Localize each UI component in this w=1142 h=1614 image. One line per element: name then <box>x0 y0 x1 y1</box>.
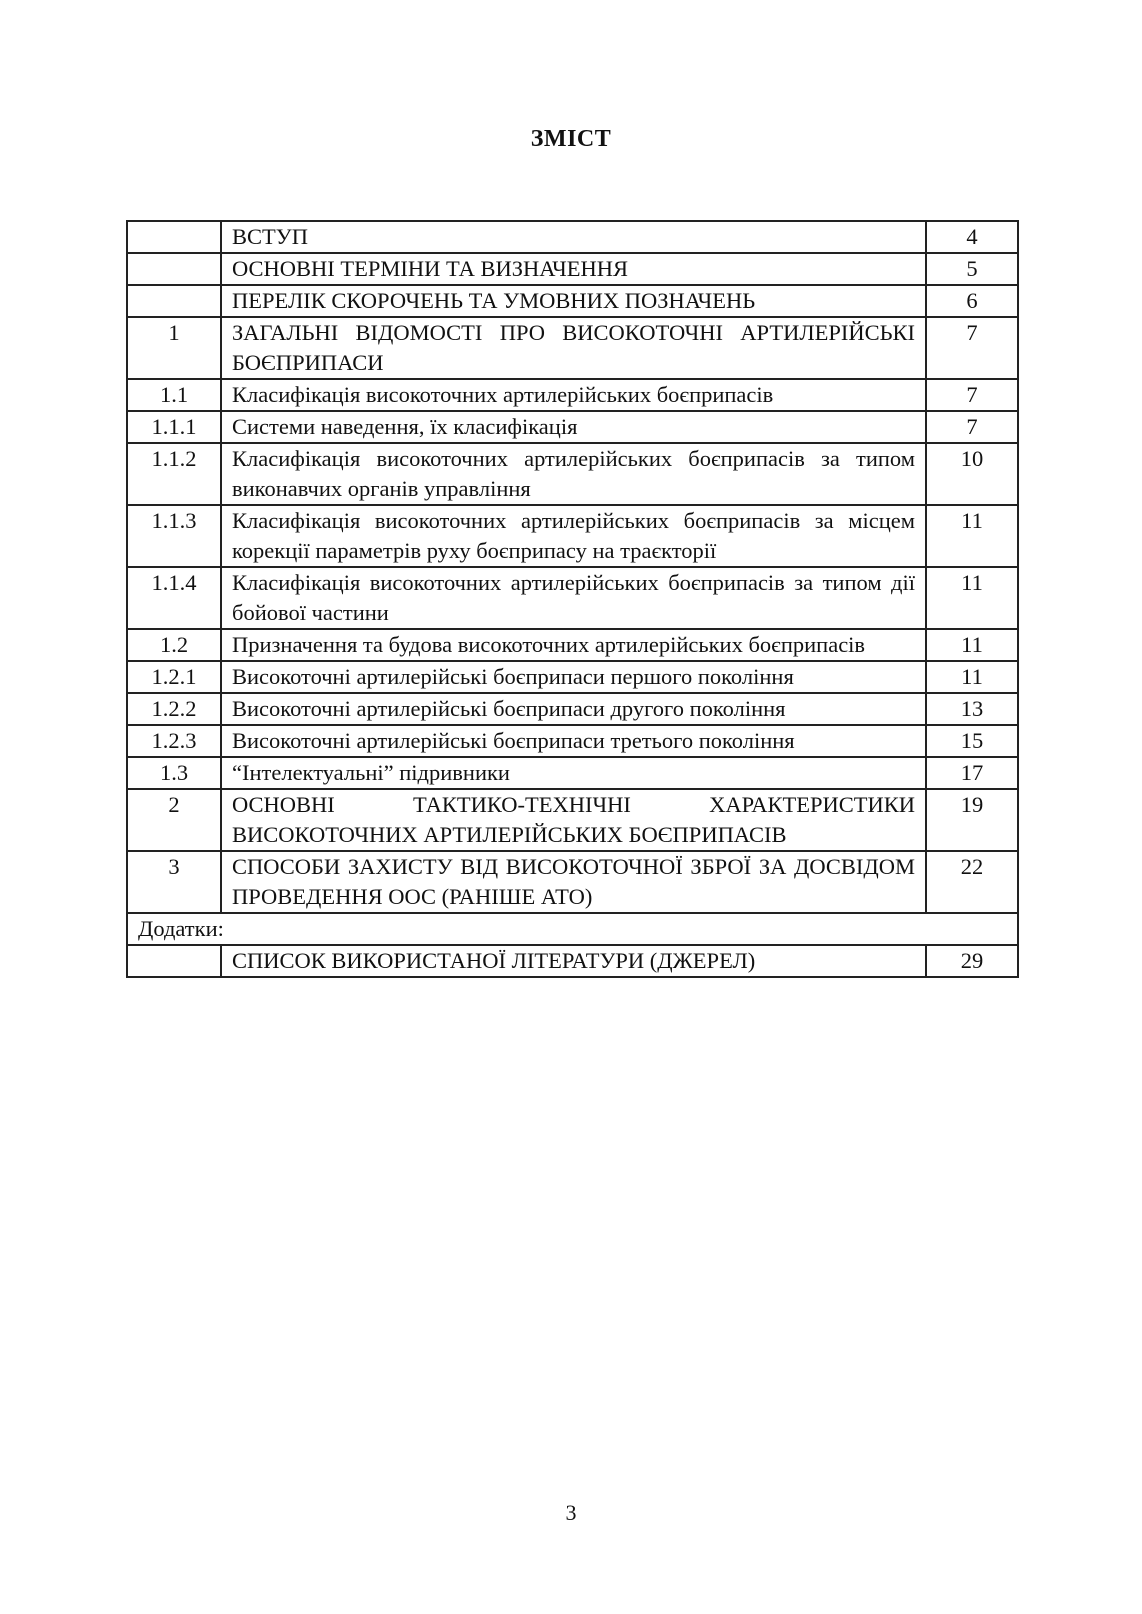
toc-section-number: 1.1.2 <box>127 443 221 505</box>
toc-row[interactable] <box>127 693 1018 725</box>
toc-section-number: 1.2.3 <box>127 725 221 757</box>
toc-section-number: 1.2.2 <box>127 693 221 725</box>
toc-section-number: 1.1.3 <box>127 505 221 567</box>
toc-section-title: Високоточні артилерійські боєприпаси першого покоління <box>221 661 926 693</box>
toc-page-number: 19 <box>926 789 1018 851</box>
toc-section-title: ЗАГАЛЬНІ ВІДОМОСТІ ПРО ВИСОКОТОЧНІ АРТИЛЕРІЙСЬКІ БОЄПРИПАСИ <box>221 317 926 379</box>
toc-row[interactable] <box>127 789 1018 851</box>
toc-page-number: 11 <box>926 629 1018 661</box>
toc-section-title: Класифікація високоточних артилерійських боєприпасів <box>221 379 926 411</box>
toc-section-number <box>127 253 221 285</box>
toc-page-number: 7 <box>926 411 1018 443</box>
toc-section-number: 1.2.1 <box>127 661 221 693</box>
toc-row[interactable] <box>127 285 1018 317</box>
toc-page-number: 10 <box>926 443 1018 505</box>
toc-section-title: ПЕРЕЛІК СКОРОЧЕНЬ ТА УМОВНИХ ПОЗНАЧЕНЬ <box>221 285 926 317</box>
toc-section-number <box>127 221 221 253</box>
toc-row[interactable] <box>127 317 1018 379</box>
toc-section-title: Високоточні артилерійські боєприпаси третього покоління <box>221 725 926 757</box>
toc-section-title: ВСТУП <box>221 221 926 253</box>
appendix-header-row <box>127 913 1018 945</box>
toc-page-number: 4 <box>926 221 1018 253</box>
toc-row[interactable] <box>127 379 1018 411</box>
toc-section-title: Класифікація високоточних артилерійських боєприпасів за типом виконавчих органів управління <box>221 443 926 505</box>
toc-row[interactable] <box>127 629 1018 661</box>
toc-row[interactable] <box>127 725 1018 757</box>
toc-row[interactable] <box>127 443 1018 505</box>
toc-section-title: СПОСОБИ ЗАХИСТУ ВІД ВИСОКОТОЧНОЇ ЗБРОЇ ЗА ДОСВІДОМ ПРОВЕДЕННЯ ООС (РАНІШЕ АТО) <box>221 851 926 913</box>
appendix-label: Додатки: <box>127 913 1018 945</box>
toc-row[interactable] <box>127 851 1018 913</box>
toc-page-number: 15 <box>926 725 1018 757</box>
toc-page-number: 17 <box>926 757 1018 789</box>
toc-section-title: ОСНОВНІ ТАКТИКО-ТЕХНІЧНІ ХАРАКТЕРИСТИКИ ВИСОКОТОЧНИХ АРТИЛЕРІЙСЬКИХ БОЄПРИПАСІВ <box>221 789 926 851</box>
toc-page-number: 5 <box>926 253 1018 285</box>
toc-section-title: Високоточні артилерійські боєприпаси другого покоління <box>221 693 926 725</box>
toc-page-number: 22 <box>926 851 1018 913</box>
toc-section-title: ОСНОВНІ ТЕРМІНИ ТА ВИЗНАЧЕННЯ <box>221 253 926 285</box>
toc-row[interactable] <box>127 411 1018 443</box>
toc-section-title: Класифікація високоточних артилерійських боєприпасів за типом дії бойової частини <box>221 567 926 629</box>
toc-section-number: 1.2 <box>127 629 221 661</box>
toc-page-number: 7 <box>926 317 1018 379</box>
toc-section-number: 2 <box>127 789 221 851</box>
toc-section-title: “Інтелектуальні” підривники <box>221 757 926 789</box>
toc-page-number: 7 <box>926 379 1018 411</box>
toc-section-title: Класифікація високоточних артилерійських боєприпасів за місцем корекції параметрів руху боєприпасу на траєкторії <box>221 505 926 567</box>
toc-section-number: 3 <box>127 851 221 913</box>
toc-row[interactable] <box>127 253 1018 285</box>
toc-section-number: 1.1.1 <box>127 411 221 443</box>
toc-row[interactable] <box>127 221 1018 253</box>
toc-section-title: СПИСОК ВИКОРИСТАНОЇ ЛІТЕРАТУРИ (ДЖЕРЕЛ) <box>221 945 926 977</box>
toc-section-title: Призначення та будова високоточних артилерійських боєприпасів <box>221 629 926 661</box>
toc-row[interactable] <box>127 661 1018 693</box>
toc-page-number: 29 <box>926 945 1018 977</box>
toc-section-number <box>127 285 221 317</box>
toc-page-number: 11 <box>926 505 1018 567</box>
toc-row[interactable] <box>127 505 1018 567</box>
toc-page-number: 13 <box>926 693 1018 725</box>
toc-row[interactable] <box>127 757 1018 789</box>
toc-table <box>126 220 1019 978</box>
toc-section-number: 1.1.4 <box>127 567 221 629</box>
toc-section-number: 1.1 <box>127 379 221 411</box>
toc-page-number: 6 <box>926 285 1018 317</box>
toc-page-number: 11 <box>926 661 1018 693</box>
toc-row[interactable] <box>127 945 1018 977</box>
toc-page-number: 11 <box>926 567 1018 629</box>
toc-section-number <box>127 945 221 977</box>
toc-section-title: Системи наведення, їх класифікація <box>221 411 926 443</box>
toc-section-number: 1.3 <box>127 757 221 789</box>
page-number: 3 <box>565 1500 577 1525</box>
toc-row[interactable] <box>127 567 1018 629</box>
page-title: ЗМІСТ <box>530 126 612 152</box>
toc-section-number: 1 <box>127 317 221 379</box>
